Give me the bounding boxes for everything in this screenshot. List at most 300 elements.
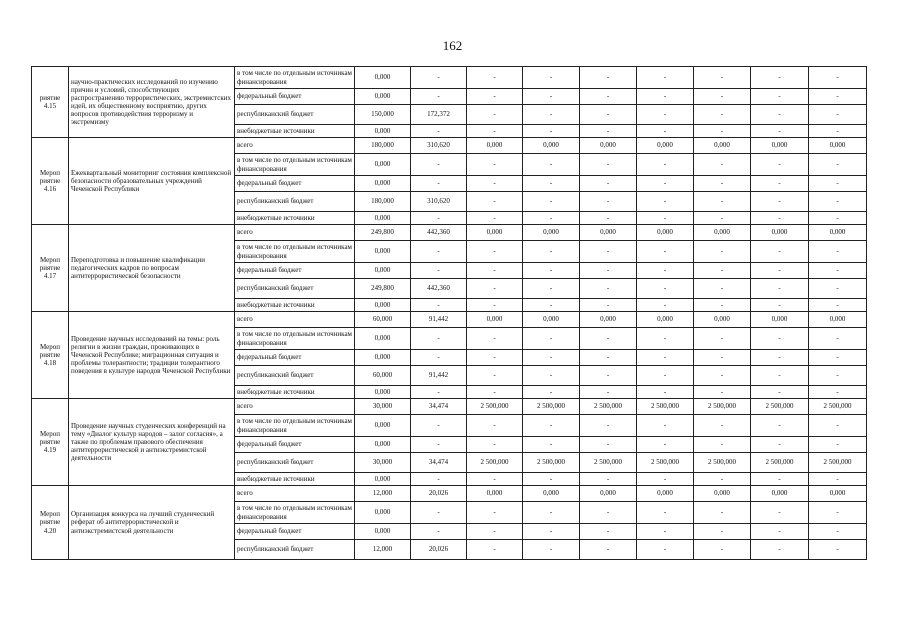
amount-cell: 0,000 [751, 312, 809, 328]
amount-cell: - [694, 279, 751, 299]
amount-cell: 12,000 [355, 486, 411, 502]
amount-cell: - [637, 386, 694, 399]
amount-cell: - [411, 89, 467, 105]
amount-cell: - [637, 67, 694, 89]
amount-cell: 0,000 [355, 241, 411, 263]
amount-cell: - [580, 154, 637, 176]
funding-source: всего [235, 225, 355, 241]
amount-cell: 20,026 [411, 540, 467, 560]
amount-cell: 91,442 [411, 366, 467, 386]
amount-cell: - [809, 437, 867, 453]
amount-cell: - [467, 366, 523, 386]
amount-cell: - [523, 263, 580, 279]
amount-cell: 0,000 [355, 263, 411, 279]
amount-cell: - [751, 263, 809, 279]
amount-cell: - [580, 176, 637, 192]
amount-cell: - [751, 212, 809, 225]
amount-cell: - [411, 67, 467, 89]
amount-cell: - [411, 524, 467, 540]
amount-cell: - [523, 524, 580, 540]
funding-source: в том числе по отдельным источникам финансирования [235, 415, 355, 437]
measure-name: Проведение научных студенческих конференций на тему «Диалог культур народов – залог согласия», а также по проблемам правового обеспечения антитеррористической и антиэкстремистской деятельности [69, 399, 235, 486]
amount-cell: 0,000 [809, 225, 867, 241]
amount-cell: 0,000 [637, 486, 694, 502]
amount-cell: - [809, 299, 867, 312]
amount-cell: - [751, 105, 809, 125]
amount-cell: - [467, 437, 523, 453]
amount-cell: - [523, 366, 580, 386]
amount-cell: - [523, 241, 580, 263]
amount-cell: - [751, 154, 809, 176]
amount-cell: - [637, 212, 694, 225]
amount-cell: - [467, 241, 523, 263]
amount-cell: 0,000 [355, 386, 411, 399]
amount-cell: - [751, 176, 809, 192]
amount-cell: - [694, 386, 751, 399]
amount-cell: - [523, 89, 580, 105]
amount-cell: - [694, 366, 751, 386]
amount-cell: - [411, 473, 467, 486]
amount-cell: - [523, 67, 580, 89]
amount-cell: - [751, 67, 809, 89]
amount-cell: - [580, 437, 637, 453]
amount-cell: 0,000 [751, 225, 809, 241]
amount-cell: - [809, 473, 867, 486]
amount-cell: - [809, 279, 867, 299]
amount-cell: - [411, 212, 467, 225]
amount-cell: 30,000 [355, 453, 411, 473]
amount-cell: - [751, 415, 809, 437]
amount-cell: 0,000 [694, 225, 751, 241]
amount-cell: 0,000 [355, 125, 411, 138]
amount-cell: - [411, 415, 467, 437]
measure-id: Мероп риятие 4.20 [32, 486, 69, 560]
amount-cell: 0,000 [355, 415, 411, 437]
amount-cell: - [580, 540, 637, 560]
amount-cell: - [637, 328, 694, 350]
amount-cell: 0,000 [355, 328, 411, 350]
amount-cell: 34,474 [411, 399, 467, 415]
amount-cell: - [637, 279, 694, 299]
amount-cell: - [523, 176, 580, 192]
amount-cell: - [580, 524, 637, 540]
amount-cell: - [523, 192, 580, 212]
amount-cell: - [809, 176, 867, 192]
amount-cell: - [809, 89, 867, 105]
amount-cell: - [694, 540, 751, 560]
amount-cell: 0,000 [637, 312, 694, 328]
amount-cell: - [637, 350, 694, 366]
amount-cell: 2 500,000 [637, 399, 694, 415]
funding-source: республиканский бюджет [235, 366, 355, 386]
amount-cell: 0,000 [809, 312, 867, 328]
amount-cell: 0,000 [694, 312, 751, 328]
amount-cell: 0,000 [694, 138, 751, 154]
amount-cell: - [523, 125, 580, 138]
amount-cell: - [411, 125, 467, 138]
amount-cell: - [809, 212, 867, 225]
amount-cell: - [467, 328, 523, 350]
funding-source: всего [235, 486, 355, 502]
amount-cell: 442,360 [411, 279, 467, 299]
amount-cell: - [637, 473, 694, 486]
amount-cell: - [523, 299, 580, 312]
amount-cell: - [467, 192, 523, 212]
amount-cell: - [694, 89, 751, 105]
amount-cell: - [467, 473, 523, 486]
amount-cell: 20,026 [411, 486, 467, 502]
amount-cell: 180,000 [355, 192, 411, 212]
amount-cell: - [580, 192, 637, 212]
measure-id: Мероп риятие 4.18 [32, 312, 69, 399]
amount-cell: 0,000 [580, 138, 637, 154]
amount-cell: - [637, 176, 694, 192]
amount-cell: - [467, 263, 523, 279]
amount-cell: - [694, 212, 751, 225]
amount-cell: - [809, 524, 867, 540]
table-row [32, 225, 867, 241]
amount-cell: - [809, 386, 867, 399]
amount-cell: - [694, 176, 751, 192]
amount-cell: - [523, 502, 580, 524]
funding-source: в том числе по отдельным источникам финансирования [235, 67, 355, 89]
amount-cell: 0,000 [580, 486, 637, 502]
measure-name: научно-практических исследований по изучению причин и условий, способствующих распространению террористических, экстремистских идей, их общественному восприятию, других вопросов противодействия терроризму и экстремизму [69, 67, 235, 138]
amount-cell: - [637, 437, 694, 453]
amount-cell: - [467, 279, 523, 299]
amount-cell: - [523, 540, 580, 560]
amount-cell: - [751, 328, 809, 350]
amount-cell: 0,000 [355, 299, 411, 312]
amount-cell: - [523, 437, 580, 453]
amount-cell: 2 500,000 [523, 453, 580, 473]
amount-cell: - [694, 350, 751, 366]
amount-cell: 0,000 [694, 486, 751, 502]
amount-cell: - [523, 350, 580, 366]
amount-cell: - [580, 125, 637, 138]
amount-cell: - [580, 67, 637, 89]
amount-cell: - [467, 502, 523, 524]
amount-cell: 249,800 [355, 279, 411, 299]
amount-cell: - [411, 263, 467, 279]
amount-cell: 0,000 [523, 225, 580, 241]
amount-cell: 310,620 [411, 192, 467, 212]
funding-source: федеральный бюджет [235, 89, 355, 105]
amount-cell: - [751, 386, 809, 399]
amount-cell: - [751, 366, 809, 386]
amount-cell: - [694, 67, 751, 89]
amount-cell: - [694, 192, 751, 212]
funding-source: федеральный бюджет [235, 437, 355, 453]
amount-cell: - [637, 263, 694, 279]
amount-cell: - [580, 473, 637, 486]
amount-cell: - [467, 386, 523, 399]
amount-cell: - [467, 125, 523, 138]
amount-cell: - [580, 263, 637, 279]
funding-source: республиканский бюджет [235, 453, 355, 473]
amount-cell: - [467, 154, 523, 176]
amount-cell: - [751, 125, 809, 138]
amount-cell: - [580, 105, 637, 125]
table-row [32, 67, 867, 89]
amount-cell: - [637, 524, 694, 540]
amount-cell: - [411, 328, 467, 350]
funding-source: внебюджетные источники [235, 125, 355, 138]
funding-source: в том числе по отдельным источникам финансирования [235, 154, 355, 176]
amount-cell: - [580, 350, 637, 366]
amount-cell: - [694, 524, 751, 540]
amount-cell: - [580, 328, 637, 350]
amount-cell: 442,360 [411, 225, 467, 241]
amount-cell: 12,000 [355, 540, 411, 560]
funding-source: республиканский бюджет [235, 105, 355, 125]
amount-cell: 0,000 [809, 486, 867, 502]
funding-source: всего [235, 312, 355, 328]
amount-cell: - [637, 105, 694, 125]
amount-cell: - [467, 540, 523, 560]
funding-source: в том числе по отдельным источникам финансирования [235, 328, 355, 350]
amount-cell: 180,000 [355, 138, 411, 154]
amount-cell: - [751, 473, 809, 486]
amount-cell: - [809, 415, 867, 437]
amount-cell: - [751, 192, 809, 212]
amount-cell: 0,000 [523, 486, 580, 502]
amount-cell: - [809, 154, 867, 176]
amount-cell: - [694, 437, 751, 453]
funding-source: республиканский бюджет [235, 279, 355, 299]
amount-cell: - [694, 154, 751, 176]
amount-cell: - [411, 350, 467, 366]
measure-id: Мероп риятие 4.16 [32, 138, 69, 225]
amount-cell: - [523, 415, 580, 437]
amount-cell: - [467, 67, 523, 89]
amount-cell: 2 500,000 [467, 399, 523, 415]
amount-cell: - [523, 386, 580, 399]
amount-cell: - [523, 212, 580, 225]
amount-cell: - [523, 279, 580, 299]
amount-cell: - [809, 328, 867, 350]
amount-cell: - [809, 192, 867, 212]
page-number: 162 [442, 38, 463, 53]
amount-cell: - [411, 299, 467, 312]
amount-cell: - [411, 437, 467, 453]
measure-id: Мероп риятие 4.17 [32, 225, 69, 312]
measure-name: Проведение научных исследований на темы: роль религии в жизни граждан, проживающих в Чеченской Республике; миграционная ситуация и проблемы толерантности; традиции толерантного поведения в культуре народов Чеченской Республики [69, 312, 235, 399]
amount-cell: - [809, 67, 867, 89]
amount-cell: 310,620 [411, 138, 467, 154]
amount-cell: - [809, 502, 867, 524]
amount-cell: 2 500,000 [467, 453, 523, 473]
funding-source: внебюджетные источники [235, 473, 355, 486]
amount-cell: - [467, 350, 523, 366]
amount-cell: - [694, 328, 751, 350]
measure-id: риятие 4.15 [32, 67, 69, 138]
funding-source: федеральный бюджет [235, 524, 355, 540]
amount-cell: - [751, 524, 809, 540]
amount-cell: - [694, 473, 751, 486]
amount-cell: - [751, 350, 809, 366]
amount-cell: 0,000 [355, 176, 411, 192]
amount-cell: - [467, 524, 523, 540]
funding-source: федеральный бюджет [235, 263, 355, 279]
amount-cell: 2 500,000 [751, 399, 809, 415]
amount-cell: - [637, 299, 694, 312]
amount-cell: - [580, 366, 637, 386]
amount-cell: 2 500,000 [580, 399, 637, 415]
amount-cell: - [751, 279, 809, 299]
amount-cell: - [523, 105, 580, 125]
funding-source: всего [235, 399, 355, 415]
amount-cell: - [809, 540, 867, 560]
amount-cell: - [751, 299, 809, 312]
amount-cell: 2 500,000 [809, 453, 867, 473]
amount-cell: 0,000 [467, 312, 523, 328]
amount-cell: 0,000 [467, 138, 523, 154]
amount-cell: - [411, 176, 467, 192]
funding-source: внебюджетные источники [235, 386, 355, 399]
amount-cell: - [580, 89, 637, 105]
amount-cell: - [411, 154, 467, 176]
funding-source: в том числе по отдельным источникам финансирования [235, 241, 355, 263]
amount-cell: 60,000 [355, 312, 411, 328]
amount-cell: 2 500,000 [637, 453, 694, 473]
amount-cell: - [467, 105, 523, 125]
amount-cell: - [580, 241, 637, 263]
amount-cell: - [694, 502, 751, 524]
funding-source: республиканский бюджет [235, 540, 355, 560]
amount-cell: - [637, 502, 694, 524]
amount-cell: 2 500,000 [751, 453, 809, 473]
amount-cell: - [637, 89, 694, 105]
amount-cell: - [751, 502, 809, 524]
amount-cell: - [694, 241, 751, 263]
amount-cell: - [467, 299, 523, 312]
amount-cell: 0,000 [355, 212, 411, 225]
amount-cell: 0,000 [751, 486, 809, 502]
amount-cell: 0,000 [355, 154, 411, 176]
amount-cell: - [637, 192, 694, 212]
table-row [32, 486, 867, 502]
amount-cell: - [694, 125, 751, 138]
amount-cell: 2 500,000 [580, 453, 637, 473]
amount-cell: - [809, 241, 867, 263]
amount-cell: 0,000 [523, 312, 580, 328]
amount-cell: - [580, 299, 637, 312]
amount-cell: - [694, 299, 751, 312]
amount-cell: 2 500,000 [809, 399, 867, 415]
amount-cell: 0,000 [355, 350, 411, 366]
amount-cell: - [809, 263, 867, 279]
measure-name: Организация конкурса на лучший студенческий реферат об антитеррористической и антиэкстремистской деятельности [69, 486, 235, 560]
amount-cell: - [809, 350, 867, 366]
funding-source: всего [235, 138, 355, 154]
funding-source: внебюджетные источники [235, 212, 355, 225]
amount-cell: 34,474 [411, 453, 467, 473]
table-row [32, 399, 867, 415]
amount-cell: - [637, 241, 694, 263]
amount-cell: 0,000 [809, 138, 867, 154]
measure-name: Ежеквартальный мониторинг состояния комплексной безопасности образовательных учреждений Чеченской Республики [69, 138, 235, 225]
amount-cell: - [809, 125, 867, 138]
amount-cell: 172,372 [411, 105, 467, 125]
amount-cell: - [580, 502, 637, 524]
amount-cell: 2 500,000 [694, 453, 751, 473]
amount-cell: - [580, 212, 637, 225]
budget-table [31, 66, 867, 560]
funding-source: внебюджетные источники [235, 299, 355, 312]
amount-cell: 0,000 [467, 486, 523, 502]
amount-cell: - [637, 540, 694, 560]
table-row [32, 138, 867, 154]
amount-cell: - [523, 154, 580, 176]
amount-cell: - [467, 212, 523, 225]
measure-name: Переподготовка и повышение квалификации педагогических кадров по вопросам антитеррористической безопасности [69, 225, 235, 312]
funding-source: федеральный бюджет [235, 350, 355, 366]
amount-cell: - [637, 366, 694, 386]
amount-cell: 91,442 [411, 312, 467, 328]
amount-cell: 0,000 [355, 437, 411, 453]
measure-id: Мероп риятие 4.19 [32, 399, 69, 486]
amount-cell: 0,000 [355, 502, 411, 524]
amount-cell: - [637, 415, 694, 437]
amount-cell: - [809, 105, 867, 125]
amount-cell: 0,000 [355, 473, 411, 486]
amount-cell: 0,000 [355, 89, 411, 105]
amount-cell: - [580, 279, 637, 299]
amount-cell: - [467, 176, 523, 192]
amount-cell: 0,000 [355, 524, 411, 540]
amount-cell: 0,000 [637, 138, 694, 154]
amount-cell: - [411, 502, 467, 524]
amount-cell: - [467, 415, 523, 437]
table-row [32, 312, 867, 328]
amount-cell: - [523, 473, 580, 486]
amount-cell: - [411, 386, 467, 399]
amount-cell: - [751, 540, 809, 560]
amount-cell: 0,000 [580, 312, 637, 328]
amount-cell: 0,000 [355, 67, 411, 89]
funding-source: федеральный бюджет [235, 176, 355, 192]
amount-cell: - [751, 437, 809, 453]
amount-cell: - [751, 89, 809, 105]
amount-cell: 2 500,000 [523, 399, 580, 415]
amount-cell: 249,800 [355, 225, 411, 241]
amount-cell: - [580, 415, 637, 437]
amount-cell: 2 500,000 [694, 399, 751, 415]
amount-cell: 0,000 [637, 225, 694, 241]
amount-cell: - [467, 89, 523, 105]
amount-cell: - [637, 125, 694, 138]
amount-cell: 0,000 [580, 225, 637, 241]
amount-cell: - [694, 105, 751, 125]
amount-cell: 0,000 [751, 138, 809, 154]
amount-cell: - [580, 386, 637, 399]
amount-cell: - [751, 241, 809, 263]
funding-source: в том числе по отдельным источникам финансирования [235, 502, 355, 524]
amount-cell: - [694, 263, 751, 279]
amount-cell: 60,000 [355, 366, 411, 386]
amount-cell: 0,000 [467, 225, 523, 241]
amount-cell: - [523, 328, 580, 350]
amount-cell: 0,000 [523, 138, 580, 154]
amount-cell: - [694, 415, 751, 437]
amount-cell: 150,000 [355, 105, 411, 125]
funding-source: республиканский бюджет [235, 192, 355, 212]
amount-cell: 30,000 [355, 399, 411, 415]
amount-cell: - [411, 241, 467, 263]
amount-cell: - [637, 154, 694, 176]
amount-cell: - [809, 366, 867, 386]
